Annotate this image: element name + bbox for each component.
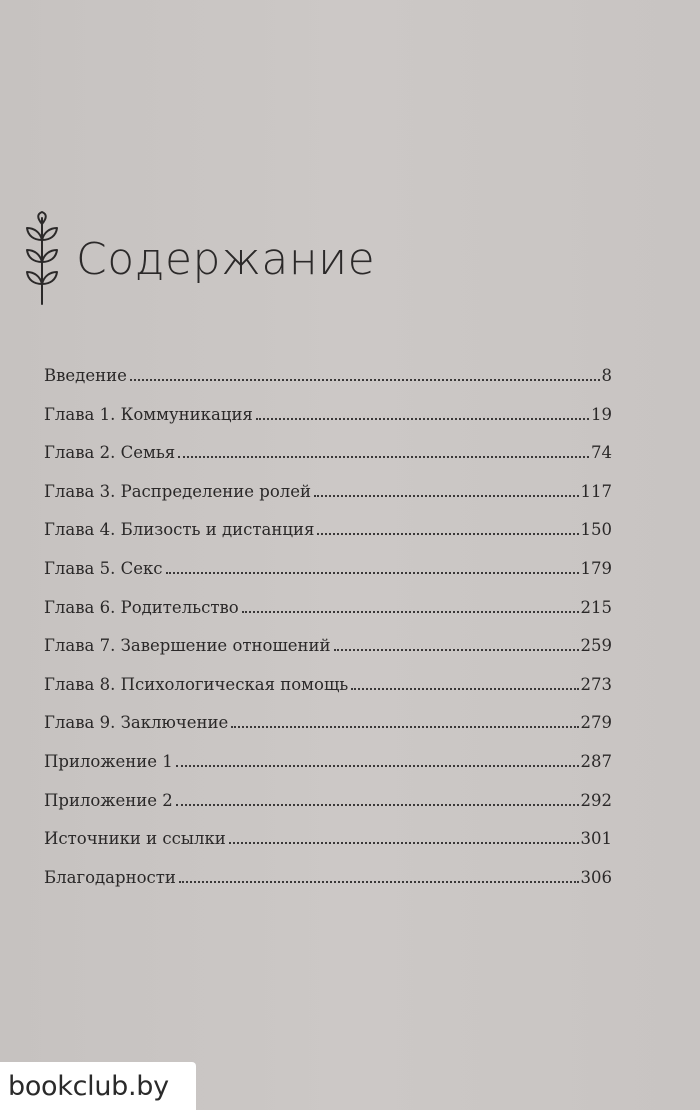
toc-entry-page: 259	[580, 636, 612, 656]
toc-entry-title: Глава 5. Секс	[44, 558, 163, 578]
dot-leader	[231, 726, 578, 728]
page-title: Содержание	[76, 233, 376, 285]
toc-entry[interactable]	[44, 520, 612, 559]
toc-entry-page: 215	[580, 597, 612, 617]
toc-entry[interactable]	[44, 366, 612, 405]
toc-entry-title: Глава 1. Коммуникация	[44, 404, 253, 424]
sprig-icon	[22, 208, 62, 306]
toc-entry-page: 279	[580, 713, 612, 733]
dot-leader	[166, 572, 579, 574]
toc-entry[interactable]	[44, 675, 612, 714]
toc-entry[interactable]	[44, 713, 612, 752]
toc-entry-title: Приложение 2	[44, 790, 173, 810]
toc-heading	[22, 208, 375, 306]
toc-entry-page: 74	[591, 443, 612, 463]
toc-entry[interactable]	[44, 868, 612, 907]
toc-entry-page: 292	[580, 790, 612, 810]
toc-entry-title: Введение	[44, 366, 127, 385]
toc-entry-title: Источники и ссылки	[44, 829, 226, 849]
watermark-text: bookclub.by	[8, 1070, 169, 1102]
toc-entry[interactable]	[44, 752, 612, 791]
toc-entry-title: Глава 8. Психологическая помощь	[44, 674, 349, 694]
dot-leader	[176, 765, 579, 767]
toc-entry-page: 306	[580, 867, 612, 887]
toc-entry-title: Глава 9. Заключение	[44, 713, 229, 733]
toc-entry-page: 179	[580, 558, 612, 578]
dot-leader	[351, 688, 578, 690]
dot-leader	[229, 842, 579, 844]
toc-entry[interactable]	[44, 405, 612, 444]
toc-entry-title: Благодарности	[44, 867, 176, 887]
toc-entry-page: 19	[591, 404, 612, 424]
toc-entry-page: 287	[580, 751, 612, 771]
toc-entry-page: 150	[580, 520, 612, 540]
dot-leader	[178, 456, 589, 458]
toc-entry-title: Глава 2. Семья	[44, 443, 176, 463]
toc-entry[interactable]	[44, 482, 612, 521]
toc-entry-page: 301	[580, 829, 612, 849]
dot-leader	[242, 611, 579, 613]
toc-entry[interactable]	[44, 443, 612, 482]
dot-leader	[176, 804, 579, 806]
toc-entry[interactable]	[44, 636, 612, 675]
toc-entry[interactable]	[44, 829, 612, 868]
toc-entry[interactable]	[44, 559, 612, 598]
toc-entry-title: Глава 6. Родительство	[44, 597, 239, 617]
toc-entry-title: Глава 7. Завершение отношений	[44, 636, 331, 656]
toc-entry[interactable]	[44, 791, 612, 830]
dot-leader	[256, 418, 589, 420]
toc-entry-title: Приложение 1	[44, 751, 173, 771]
table-of-contents	[44, 366, 612, 906]
dot-leader	[334, 649, 579, 651]
dot-leader	[179, 881, 579, 883]
site-watermark	[0, 1062, 196, 1110]
dot-leader	[314, 495, 578, 497]
toc-entry-page: 8	[601, 366, 612, 385]
toc-entry-title: Глава 3. Распределение ролей	[44, 481, 312, 501]
dot-leader	[317, 533, 578, 535]
toc-entry-page: 273	[580, 674, 612, 694]
dot-leader	[130, 379, 600, 381]
toc-entry-page: 117	[580, 481, 612, 501]
toc-entry[interactable]	[44, 598, 612, 637]
toc-entry-title: Глава 4. Близость и дистанция	[44, 520, 315, 540]
